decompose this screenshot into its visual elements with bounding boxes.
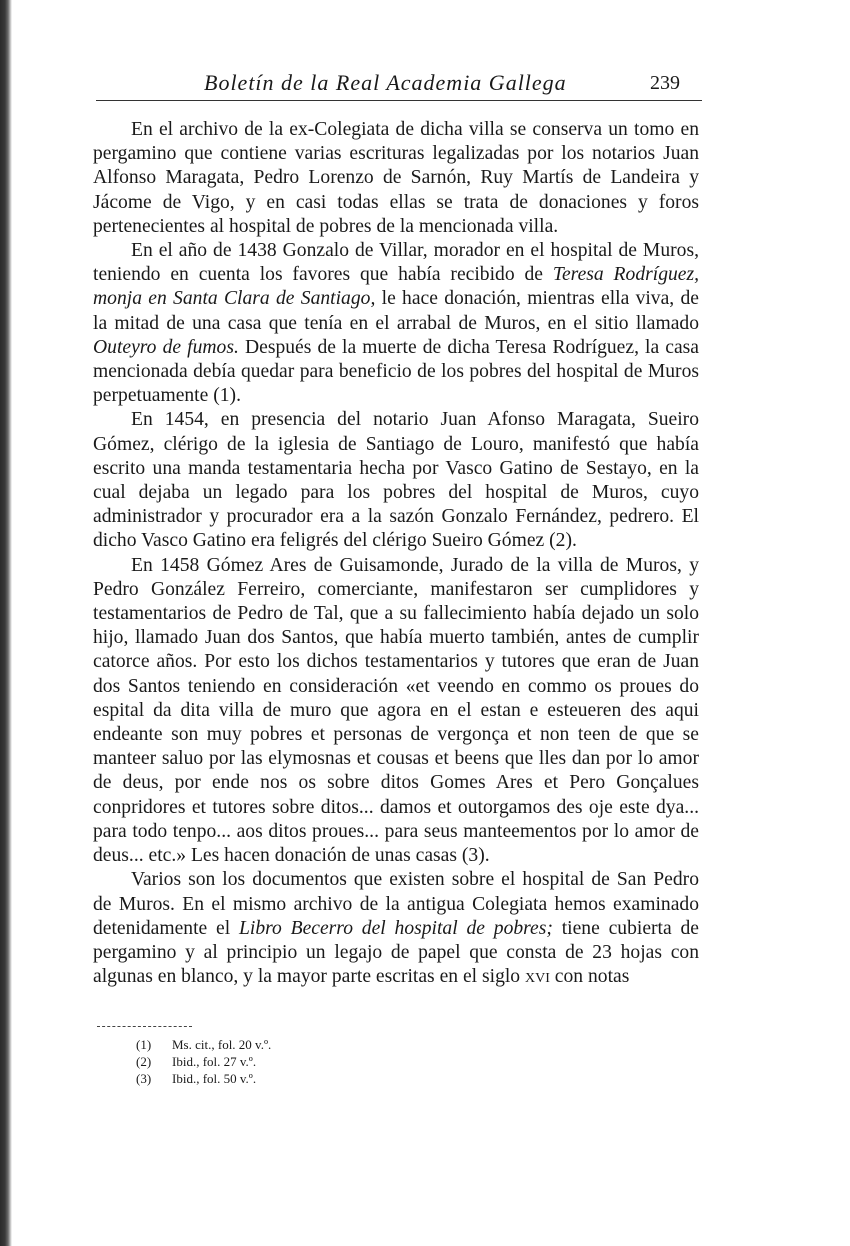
footnote-3 [136, 1070, 271, 1087]
footnote-number: (2) [136, 1054, 152, 1069]
footnote-rule [97, 1026, 192, 1027]
footnote-text: Ibid., fol. 50 v.º. [172, 1071, 257, 1086]
footnote-1 [136, 1036, 271, 1053]
paragraph-4: En 1458 Gómez Ares de Guisamonde, Jurado de la villa de Muros, y Pedro González Ferreiro, comerciante, manifestaron ser cumplidores y testamentarios de Pedro de Tal, que a su fallecimiento había dejado un solo hijo, llamado Juan dos Santos, que había muerto también, antes de cumplir catorce años. Por esto los dichos testamentarios y tutores que eran de Juan dos Santos teniendo en consideración «et veendo en commo os proues do espital da dita villa de muro que agora en el estan e esteueren des aqui endeante son muy pobres et personas de vergonça et non teen de que se manteer saluo por las elymosnas et cousas et beens que lles dan por lo amor de deus, por ende nos os sobre ditos Gomes Ares et Pero Gonçalues conpridores et tutores sobre ditos... damos et outorgamos des oje este dya... para todo tenpo... aos ditos proues... para seus manteementos por lo amor de deus... etc.» Les hacen donación de unas casas (3). [93, 554, 699, 867]
paragraph-5 [93, 868, 699, 989]
paragraph-5-text-c: tiene cubierta de pergamino y al principio un legajo de papel que consta de 23 hojas con algunas en blanco, y la mayor parte escritas en el siglo [93, 917, 699, 988]
footnote-2 [136, 1053, 271, 1070]
paragraph-5-italic-book: Libro Becerro del hospital de pobres; [238, 917, 553, 939]
paragraph-1: En el archivo de la ex-Colegiata de dicha villa se conserva un tomo en pergamino que contiene varias escrituras legalizadas por los notarios Juan Alfonso Maragata, Pedro Lorenzo de Sarnón, Ruy Martís de Landeira y Jácome de Vigo, y en casi todas ellas se trata de donaciones y foros pertenecientes al hospital de pobres de la mencionada villa. [93, 119, 699, 237]
paragraph-5-text-a: Varios son los documentos que existen sobre el hospital de San Pedro de Muros. En el mismo archivo de la antigua Colegiata hemos examinado detenidamente el [93, 869, 699, 939]
footnote-text: Ibid., fol. 27 v.º. [172, 1054, 257, 1069]
paragraph-2-text-c: le hace donación, mientras ella viva, de la mitad de una casa que tenía en el arrabal de Muros, en el sitio llamado [93, 288, 699, 334]
footnotes [136, 1036, 271, 1087]
paragraph-2-italic-place: Outeyro de fumos. [93, 336, 239, 358]
paragraph-2-italic-name: Teresa Rodríguez, monja en Santa Clara de Santiago, [93, 264, 700, 310]
binding-edge [0, 0, 12, 1246]
page-number: 239 [650, 72, 680, 94]
paragraph-2-text-e: Después de la muerte de dicha Teresa Rodríguez, la casa mencionada debía quedar para beneficio de los pobres del hospital de Muros perpetuamente (1). [93, 336, 700, 407]
footnote-text: Ms. cit., fol. 20 v.º. [172, 1037, 272, 1052]
paragraph-5-text-e: con notas [549, 966, 630, 988]
paragraph-5-century: xvi [525, 966, 550, 988]
paragraph-3: En 1454, en presencia del notario Juan Afonso Maragata, Sueiro Gómez, clérigo de la iglesia de Santiago de Louro, manifestó que había escrito una manda testamentaria hecha por Vasco Gatino de Sestayo, en la cual dejaba un legado para los pobres del hospital de Muros, cuyo administrador y procurador era a la sazón Gonzalo Fernández, pedrero. El dicho Vasco Gatino era feligrés del clérigo Sueiro Gómez (2). [93, 409, 699, 552]
paragraph-2-text-a: En el año de 1438 Gonzalo de Villar, morador en el hospital de Muros, teniendo en cuenta los favores que había recibido de [93, 240, 699, 286]
body-text [93, 118, 699, 989]
running-header [96, 70, 702, 101]
paragraph-2 [93, 239, 699, 408]
journal-title: Boletín de la Real Academia Gallega [204, 70, 567, 95]
footnote-number: (3) [136, 1071, 152, 1086]
footnote-number: (1) [136, 1037, 152, 1052]
